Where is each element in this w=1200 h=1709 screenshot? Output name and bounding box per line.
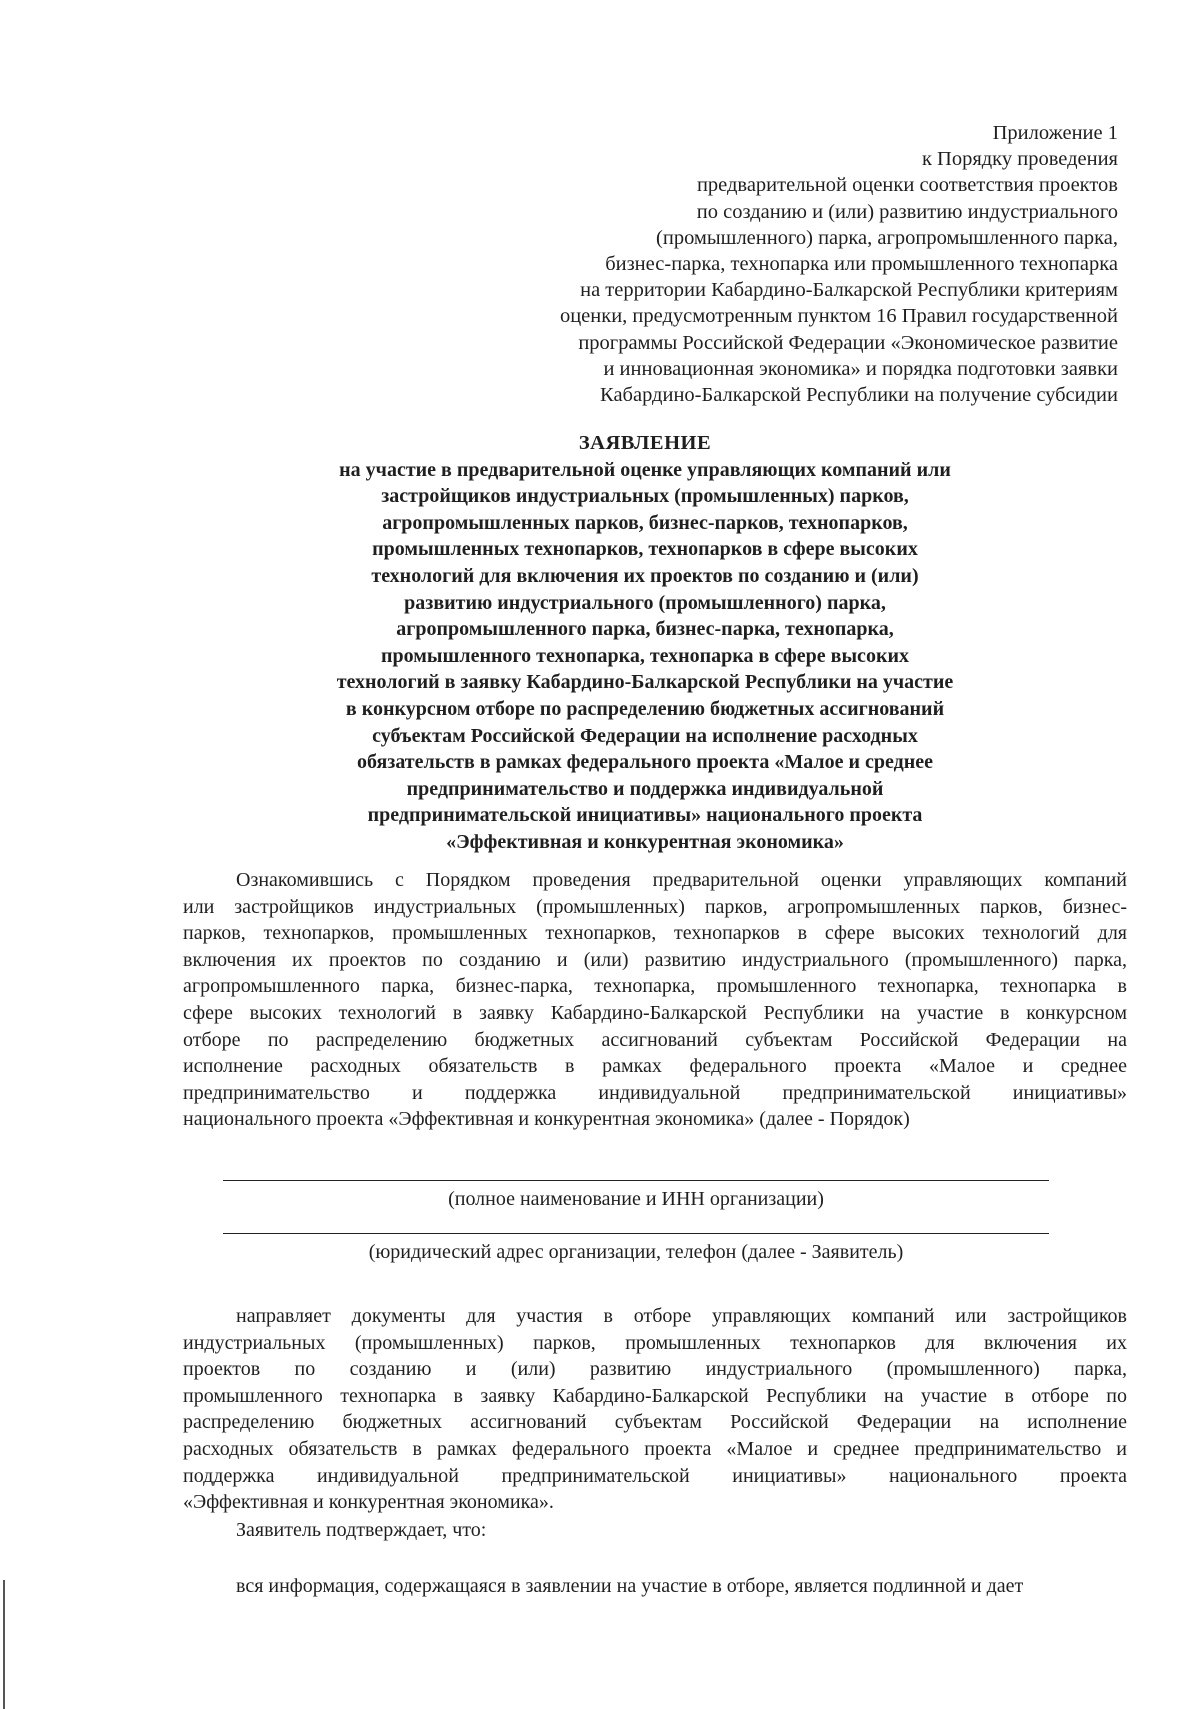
annex-line: (промышленного) парка, агропромышленного парка, <box>656 226 1118 249</box>
annex-line: на территории Кабардино-Балкарской Республики критериям <box>580 279 1118 302</box>
heading-line: технологий в заявку Кабардино-Балкарской Республики на участие <box>336 671 954 694</box>
submit-line: промышленного технопарка в заявку Кабардино-Балкарской Республики на участие в отборе по <box>183 1384 1127 1407</box>
address-field[interactable] <box>223 1233 1049 1265</box>
annex-line: по созданию и (или) развитию индустриального <box>696 200 1118 223</box>
heading-line: обязательств в рамках федерального проекта «Малое и среднее <box>356 751 934 774</box>
heading-line: предпринимательство и поддержка индивидуальной <box>406 777 884 800</box>
heading-line: промышленных технопарков, технопарков в сфере высоких <box>372 538 918 561</box>
heading-line: «Эффективная и конкурентная экономика» <box>446 830 844 853</box>
info-statement: вся информация, содержащаяся в заявлении на участие в отборе, является подлинной и дает <box>236 1575 1024 1597</box>
intro-line: Ознакомившись с Порядком проведения предварительной оценки управляющих компаний <box>236 869 1127 891</box>
heading-line: на участие в предварительной оценке управляющих компаний или <box>339 458 951 481</box>
submit-line: направляет документы для участия в отборе управляющих компаний или застройщиков <box>236 1305 1127 1327</box>
address-caption: (юридический адрес организации, телефон (далее - Заявитель) <box>368 1241 904 1263</box>
heading-line: агропромышленного парка, бизнес-парка, технопарка, <box>396 618 894 641</box>
annex-line: предварительной оценки соответствия проектов <box>696 174 1118 197</box>
heading-line: застройщиков индустриальных (промышленных) парков, <box>381 485 909 508</box>
binding-edge-line <box>3 1580 5 1709</box>
submit-line: «Эффективная и конкурентная экономика». <box>183 1491 554 1514</box>
document-heading <box>250 430 1040 856</box>
annex-line: бизнес-парка, технопарка или промышленного технопарка <box>605 253 1118 276</box>
annex-line: к Порядку проведения <box>921 148 1118 171</box>
intro-line: предпринимательство и поддержка индивидуальной предпринимательской инициативы» <box>183 1081 1127 1104</box>
submit-line: поддержка индивидуальной предпринимательской инициативы» национального проекта <box>183 1464 1127 1487</box>
org-name-caption: (полное наименование и ИНН организации) <box>448 1188 824 1210</box>
annex-block <box>458 120 1118 408</box>
intro-paragraph <box>183 867 1127 1133</box>
heading-line: субъектам Российской Федерации на исполнение расходных <box>372 724 918 747</box>
intro-line: включения их проектов по созданию и (или) развитию индустриального (промышленного) парка, <box>183 948 1127 971</box>
intro-line: исполнение расходных обязательств в рамках федерального проекта «Малое и среднее <box>183 1055 1127 1078</box>
org-name-fill-line[interactable] <box>223 1180 1049 1181</box>
submit-line: индустриальных (промышленных) парков, промышленных технопарков для включения их <box>183 1331 1127 1354</box>
heading-line: развитию индустриального (промышленного) парка, <box>404 591 886 614</box>
address-fill-line[interactable] <box>223 1233 1049 1234</box>
annex-line: Приложение 1 <box>992 122 1118 144</box>
annex-line: и инновационная экономика» и порядка подготовки заявки <box>603 357 1118 380</box>
intro-line: агропромышленного парка, бизнес-парка, технопарка, промышленного технопарка, технопарка в <box>183 975 1127 998</box>
heading-line: технологий для включения их проектов по созданию и (или) <box>371 564 919 587</box>
annex-line: оценки, предусмотренным пунктом 16 Правил государственной <box>559 305 1118 328</box>
intro-line: отборе по распределению бюджетных ассигнований субъектам Российской Федерации на <box>183 1028 1127 1051</box>
heading-line: промышленного технопарка, технопарка в сфере высоких <box>381 644 909 667</box>
org-name-field[interactable] <box>223 1180 1049 1212</box>
intro-line: сфере высоких технологий в заявку Кабардино-Балкарской Республики на участие в конкурсном <box>183 1001 1127 1024</box>
submit-line: расходных обязательств в рамках федерального проекта «Малое и среднее предпринимательство и <box>183 1437 1127 1460</box>
submit-line: проектов по созданию и (или) развитию индустриального (промышленного) парка, <box>183 1358 1127 1381</box>
annex-line: программы Российской Федерации «Экономическое развитие <box>578 331 1118 354</box>
intro-line: или застройщиков индустриальных (промышленных) парков, агропромышленных парков, бизнес- <box>183 895 1127 918</box>
document-title: ЗАЯВЛЕНИЕ <box>578 432 712 454</box>
annex-line: Кабардино-Балкарской Республики на получение субсидии <box>600 384 1118 407</box>
heading-line: агропромышленных парков, бизнес-парков, технопарков, <box>382 511 908 534</box>
confirm-statement: Заявитель подтверждает, что: <box>236 1519 487 1541</box>
submit-paragraph <box>183 1303 1127 1516</box>
intro-line: национального проекта «Эффективная и конкурентная экономика» (далее - Порядок) <box>183 1108 910 1131</box>
heading-line: в конкурсном отборе по распределению бюджетных ассигнований <box>345 697 945 720</box>
submit-line: распределению бюджетных ассигнований субъектам Российской Федерации на исполнение <box>183 1411 1127 1434</box>
heading-line: предпринимательской инициативы» национального проекта <box>367 804 923 827</box>
intro-line: парков, технопарков, промышленных технопарков, технопарков в сфере высоких технологий для <box>183 922 1127 945</box>
